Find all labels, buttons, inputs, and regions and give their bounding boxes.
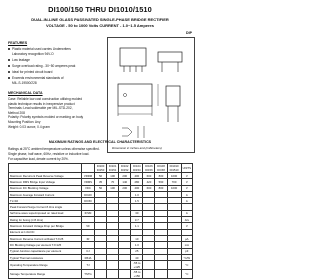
table-cell xyxy=(119,270,131,279)
table-cell: 25 xyxy=(131,248,143,254)
table-cell: DI100 xyxy=(82,191,95,197)
bullet-icon xyxy=(8,77,10,79)
table-cell: 70 xyxy=(107,179,119,185)
table-cell: 100 xyxy=(107,173,119,179)
features-heading: FEATURES xyxy=(8,41,28,45)
table-cell: VDC xyxy=(82,185,95,191)
table-cell: Maximum Forward Voltage Drop per Bridge xyxy=(9,223,82,229)
table-header-row xyxy=(9,164,193,173)
table-cell: VRRM xyxy=(82,173,95,179)
table-cell xyxy=(167,270,181,279)
table-cell: CJ xyxy=(82,248,95,254)
table-cell: Maximum RMS Bridge Input Voltage xyxy=(9,179,82,185)
table-header-cell xyxy=(82,164,95,173)
table-header-cell: DI108 DI158 xyxy=(155,164,167,173)
table-cell: Maximum Reverse Current at Rated TJ=25 xyxy=(9,235,82,241)
table-header-cell: DI102 DI152 xyxy=(119,164,131,173)
table-cell: V xyxy=(181,173,192,179)
package-label: DIP xyxy=(186,31,192,35)
table-cell: 1.5 xyxy=(131,198,143,204)
table-cell: A²s xyxy=(181,217,192,223)
table-cell xyxy=(95,261,107,270)
table-cell: 140 xyxy=(119,179,131,185)
table-cell xyxy=(107,261,119,270)
table-cell xyxy=(167,261,181,270)
table-cell: 50 xyxy=(95,185,107,191)
table-header-cell: DI1010 DI1510 xyxy=(167,164,181,173)
table-cell: 100 xyxy=(107,185,119,191)
table-cell: A xyxy=(181,210,192,216)
table-cell: 3.7 xyxy=(131,217,143,223)
package-diagram xyxy=(107,31,195,153)
table-cell: 1.0 xyxy=(131,242,143,248)
table-cell: 600 xyxy=(143,185,155,191)
table-cell xyxy=(155,261,167,270)
table-cell xyxy=(119,261,131,270)
table-cell: TL=40 xyxy=(9,198,82,204)
table-cell xyxy=(143,261,155,270)
table-cell: V xyxy=(181,223,192,229)
feature-item: Exceeds environmental standards of xyxy=(8,76,64,80)
table-header-cell: UNITS xyxy=(181,164,192,173)
table-cell: V xyxy=(181,185,192,191)
feature-item: Laboratory recognition 94V-O xyxy=(12,52,54,56)
bullet-icon xyxy=(8,48,10,50)
feature-item: MIL-S-19500/228 xyxy=(12,81,37,85)
feature-item: Low leakage xyxy=(8,58,30,62)
table-cell: DC Blocking Voltage per element TJ=125 xyxy=(9,242,82,248)
table-cell: 1.0 xyxy=(131,191,143,197)
subtitle-description: DUAL-IN-LINE GLASS PASSIVATED SINGLE-PHASE BRIDGE RECTIFIER xyxy=(31,17,169,22)
table-cell: A xyxy=(181,198,192,204)
page-title: DI100/150 THRU DI1010/1510 xyxy=(48,5,152,14)
table-header-cell: DI100 DI150 xyxy=(95,164,107,173)
mechanical-data: Case: Reliable low cost construction utilizing molded plastic technique results in inexpensive product Terminals: Lead solderable per MIL-STD-202, Method 208 Polarity: Polarity symbols molded or marking on body Mounting Position: Any Weight: 0.03 ounce, 0.4 gram xyxy=(8,97,84,129)
table-cell: 1000 xyxy=(167,173,181,179)
table-cell: 50 xyxy=(95,173,107,179)
table-cell: 400 xyxy=(131,185,143,191)
table-cell: mA xyxy=(181,242,192,248)
table-cell: 280 xyxy=(131,179,143,185)
table-cell: VRMS xyxy=(82,179,95,185)
ratings-notes: Ratings at 25°C ambient temperature unless otherwise specified. Single phase, half wave, 60Hz, resistive or inductive load. For capacitive load, derate current by 20%. xyxy=(8,147,100,162)
feature-item: Surge overload rating - 30~50 amperes peak xyxy=(8,64,75,68)
table-cell xyxy=(107,270,119,279)
table-cell: °C xyxy=(181,270,192,279)
table-cell: 600 xyxy=(143,173,155,179)
table-cell: 560 xyxy=(155,179,167,185)
table-cell: Rating for fusing (t<8.3ms) xyxy=(9,217,82,223)
table-cell: V xyxy=(181,179,192,185)
table-cell: Operating Temperature Range xyxy=(9,261,82,270)
table-cell: Maximum Recurrent Peak Reverse Voltage xyxy=(9,173,82,179)
table-row xyxy=(9,261,193,270)
table-cell: °C xyxy=(181,261,192,270)
table-cell xyxy=(95,270,107,279)
table-cell: DI150 xyxy=(82,198,95,204)
table-cell: 40 xyxy=(131,254,143,260)
table-cell: Typical Thermal resistance xyxy=(9,254,82,260)
package-drawing xyxy=(108,38,194,152)
table-cell: Typical Junction capacitance per element xyxy=(9,248,82,254)
mechanical-heading: MECHANICAL DATA xyxy=(8,91,43,95)
table-cell: °C/W xyxy=(181,254,192,260)
bullet-icon xyxy=(8,71,10,73)
table-cell: TJ xyxy=(82,261,95,270)
ratings-heading: MAXIMUM RATINGS AND ELECTRICAL CHARACTERISTICS xyxy=(48,140,152,144)
ratings-table xyxy=(8,163,193,279)
table-header-cell: DI101 DI151 xyxy=(107,164,119,173)
table-cell: TSTG xyxy=(82,270,95,279)
table-cell: 1.1 xyxy=(131,223,143,229)
table-cell xyxy=(155,270,167,279)
dimension-note: Dimension in inches and (millimeters) xyxy=(112,146,162,150)
table-cell: Maximum Average Forward Current xyxy=(9,191,82,197)
table-header-cell: DI104 DI154 xyxy=(131,164,143,173)
bullet-icon xyxy=(8,65,10,67)
table-cell: Peak Forward Surge Current 8.3ms single xyxy=(9,204,82,210)
table-cell: RθJA xyxy=(82,254,95,260)
table-cell: IFSM xyxy=(82,210,95,216)
table-cell: Storage Temperature Range xyxy=(9,270,82,279)
subtitle-ratings: VOLTAGE - 50 to 1000 Volts CURRENT - 1.0~1.5 Amperes xyxy=(46,23,154,28)
feature-item: Plastic material used carries Underwriters xyxy=(8,47,71,51)
table-cell: 30 xyxy=(131,210,143,216)
table-cell: 200 xyxy=(119,173,131,179)
table-cell: 800 xyxy=(155,185,167,191)
table-cell: 800 xyxy=(155,173,167,179)
table-cell xyxy=(143,270,155,279)
table-cell: 420 xyxy=(143,179,155,185)
table-cell: Maximum DC Blocking Voltage xyxy=(9,185,82,191)
table-cell: 400 xyxy=(131,173,143,179)
table-cell: 700 xyxy=(167,179,181,185)
feature-item: Ideal for printed circuit board xyxy=(8,70,52,74)
bullet-icon xyxy=(8,59,10,61)
table-cell: -55 to +125 xyxy=(131,261,143,270)
table-cell: μA xyxy=(181,235,192,241)
table-cell: pF xyxy=(181,248,192,254)
table-row xyxy=(9,270,193,279)
table-cell: 1000 xyxy=(167,185,181,191)
table-cell: -55 to +150 xyxy=(131,270,143,279)
table-cell: 10 xyxy=(131,235,143,241)
table-cell: 35 xyxy=(95,179,107,185)
table-cell: 200 xyxy=(119,185,131,191)
table-cell: A xyxy=(181,191,192,197)
table-cell: IR xyxy=(82,235,95,241)
table-cell: half sine-wave superimposed on rated load xyxy=(9,210,82,216)
table-header-cell: DI106 DI156 xyxy=(143,164,155,173)
table-header-cell xyxy=(9,164,82,173)
table-cell: Element at 1.0A DC xyxy=(9,229,82,235)
table-cell: VF xyxy=(82,223,95,229)
